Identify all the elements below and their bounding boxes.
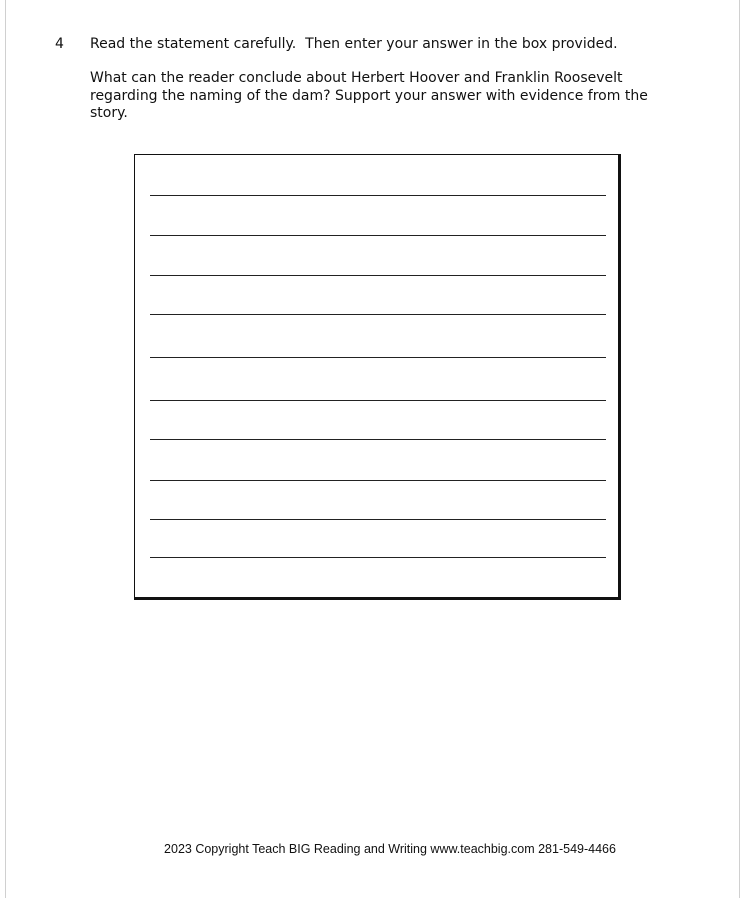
- question-instruction: Read the statement carefully. Then enter your answer in the box provided.: [90, 36, 618, 52]
- answer-line: [150, 400, 606, 401]
- answer-line: [150, 480, 606, 481]
- answer-line: [150, 275, 606, 276]
- question-number: 4: [55, 36, 64, 52]
- answer-line: [150, 439, 606, 440]
- answer-line: [150, 195, 606, 196]
- answer-line: [150, 314, 606, 315]
- answer-box[interactable]: [134, 154, 621, 600]
- question-prompt: What can the reader conclude about Herbert Hoover and Franklin Roosevelt regarding the naming of the dam? Support your answer with evidence from the story.: [90, 70, 648, 121]
- copyright-footer: 2023 Copyright Teach BIG Reading and Writing www.teachbig.com 281-549-4466: [164, 842, 616, 856]
- answer-line: [150, 557, 606, 558]
- answer-line: [150, 235, 606, 236]
- answer-line: [150, 357, 606, 358]
- answer-line: [150, 519, 606, 520]
